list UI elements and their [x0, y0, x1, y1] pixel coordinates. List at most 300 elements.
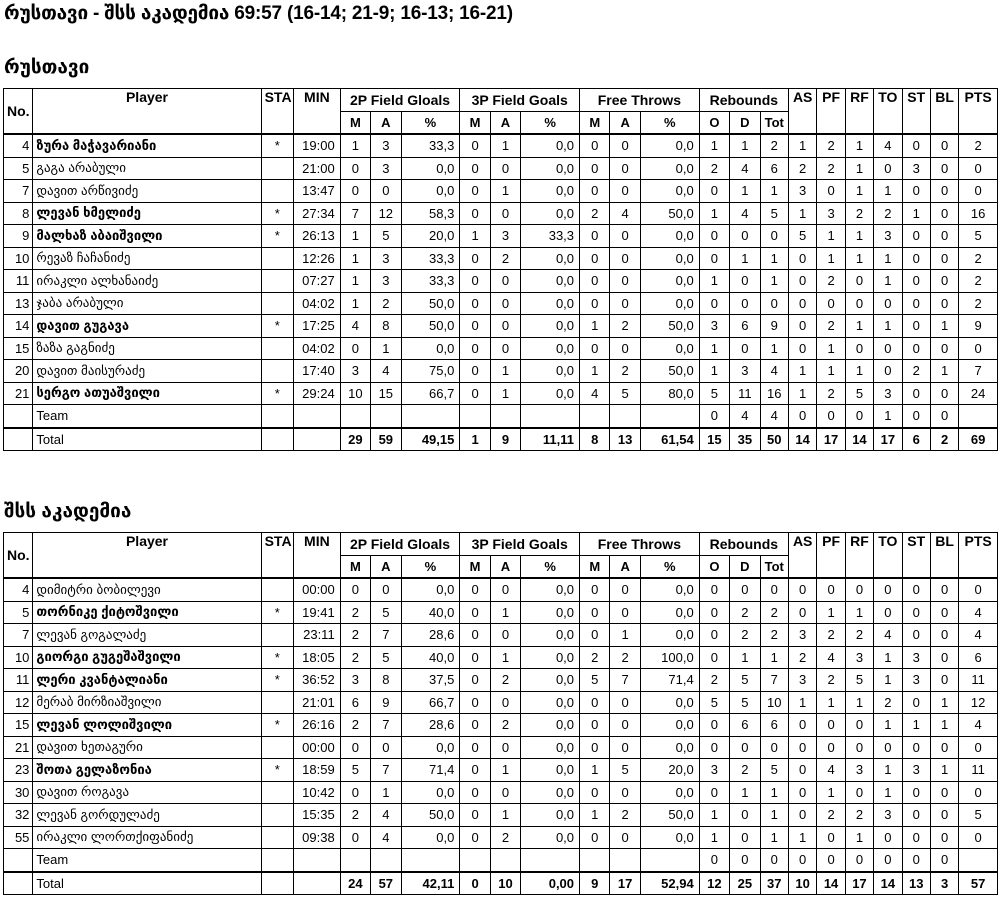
steals: 0: [902, 826, 930, 849]
points: 7: [959, 360, 998, 383]
personal-fouls: 1: [817, 781, 845, 804]
subheader-a: A: [371, 555, 401, 578]
reb-total: 5: [760, 202, 788, 225]
reb-def: 3: [730, 360, 760, 383]
total-ft-made: 9: [580, 872, 610, 895]
empty-cell: [959, 405, 998, 428]
total-2p-att: 57: [371, 872, 401, 895]
player-number: 15: [4, 714, 33, 737]
3p-pct: 0,0: [521, 134, 580, 157]
personal-fouls: 2: [817, 315, 845, 338]
header-rf: RF: [845, 533, 873, 579]
points: 0: [959, 337, 998, 360]
turnovers: 1: [874, 270, 902, 293]
empty-cell: [640, 405, 699, 428]
player-name: შოთა გელაზონია: [33, 759, 261, 782]
3p-made: 0: [460, 270, 490, 293]
ft-pct: 0,0: [640, 736, 699, 759]
assists: 5: [788, 225, 816, 248]
points: 2: [959, 292, 998, 315]
3p-made: 0: [460, 624, 490, 647]
steals: 0: [902, 736, 930, 759]
reb-def: 4: [730, 202, 760, 225]
3p-pct: 0,0: [521, 270, 580, 293]
fouls-received: 1: [845, 225, 873, 248]
table-row: [4, 646, 998, 669]
player-name: ლევან ლოლიშვილი: [33, 714, 261, 737]
starter-mark: [261, 804, 293, 827]
empty-cell: [401, 849, 460, 872]
2p-att: 5: [371, 225, 401, 248]
ft-pct: 0,0: [640, 157, 699, 180]
reb-off: 1: [699, 826, 729, 849]
fouls-received: 0: [845, 714, 873, 737]
team-d: 4: [730, 405, 760, 428]
table-row: [4, 714, 998, 737]
header-pf: PF: [817, 533, 845, 579]
turnovers: 3: [874, 804, 902, 827]
player-name: მერაბ მირზიაშვილი: [33, 691, 261, 714]
subheader-o: O: [699, 555, 729, 578]
points: 2: [959, 270, 998, 293]
subheader-m: M: [580, 555, 610, 578]
reb-def: 2: [730, 759, 760, 782]
total-reb-def: 25: [730, 872, 760, 895]
ft-pct: 50,0: [640, 804, 699, 827]
3p-made: 0: [460, 382, 490, 405]
personal-fouls: 2: [817, 669, 845, 692]
2p-att: 9: [371, 691, 401, 714]
header-rebounds: Rebounds: [699, 533, 788, 556]
reb-def: 0: [730, 804, 760, 827]
empty-cell: [294, 849, 341, 872]
points: 0: [959, 157, 998, 180]
steals: 0: [902, 180, 930, 203]
reb-off: 3: [699, 759, 729, 782]
total-reb-off: 15: [699, 428, 729, 451]
player-number: 11: [4, 669, 33, 692]
header-no: No.: [4, 89, 33, 135]
team-label: Team: [33, 849, 261, 872]
reb-total: 1: [760, 337, 788, 360]
steals: 3: [902, 157, 930, 180]
personal-fouls: 3: [817, 202, 845, 225]
team-pf: 0: [817, 849, 845, 872]
assists: 1: [788, 202, 816, 225]
reb-total: 2: [760, 134, 788, 157]
2p-made: 6: [340, 691, 370, 714]
ft-att: 4: [610, 202, 640, 225]
reb-total: 5: [760, 759, 788, 782]
blocks: 0: [930, 270, 958, 293]
reb-off: 0: [699, 247, 729, 270]
starter-mark: *: [261, 225, 293, 248]
team-st: 0: [902, 405, 930, 428]
2p-pct: 0,0: [401, 578, 460, 601]
ft-att: 0: [610, 247, 640, 270]
empty-cell: [371, 849, 401, 872]
team-name-away: შსს აკადემია: [4, 501, 132, 522]
ft-made: 1: [580, 804, 610, 827]
ft-pct: 0,0: [640, 578, 699, 601]
3p-made: 0: [460, 180, 490, 203]
reb-def: 1: [730, 180, 760, 203]
player-number: 55: [4, 826, 33, 849]
reb-off: 5: [699, 382, 729, 405]
assists: 1: [788, 134, 816, 157]
reb-total: 9: [760, 315, 788, 338]
total-ft-att: 17: [610, 872, 640, 895]
reb-total: 7: [760, 669, 788, 692]
ft-att: 0: [610, 826, 640, 849]
player-number: 8: [4, 202, 33, 225]
ft-made: 0: [580, 157, 610, 180]
empty-cell: [640, 849, 699, 872]
2p-made: 4: [340, 315, 370, 338]
fouls-received: 0: [845, 270, 873, 293]
2p-att: 3: [371, 270, 401, 293]
subheader-pct: %: [521, 111, 580, 134]
2p-pct: 0,0: [401, 337, 460, 360]
total-reb-def: 35: [730, 428, 760, 451]
blocks: 1: [930, 360, 958, 383]
player-number: 9: [4, 225, 33, 248]
ft-att: 5: [610, 382, 640, 405]
reb-off: 0: [699, 714, 729, 737]
ft-att: 0: [610, 578, 640, 601]
personal-fouls: 2: [817, 382, 845, 405]
player-number: 4: [4, 578, 33, 601]
empty-cell: [460, 849, 490, 872]
2p-made: 2: [340, 601, 370, 624]
2p-pct: 40,0: [401, 601, 460, 624]
starter-mark: [261, 292, 293, 315]
fouls-received: 1: [845, 360, 873, 383]
ft-pct: 20,0: [640, 759, 699, 782]
fouls-received: 1: [845, 691, 873, 714]
assists: 0: [788, 292, 816, 315]
blocks: 0: [930, 202, 958, 225]
3p-made: 0: [460, 202, 490, 225]
empty-cell: [4, 872, 33, 895]
2p-made: 7: [340, 202, 370, 225]
reb-def: 11: [730, 382, 760, 405]
turnovers: 0: [874, 578, 902, 601]
steals: 0: [902, 225, 930, 248]
empty-cell: [4, 405, 33, 428]
total-fouls-received: 14: [845, 428, 873, 451]
ft-made: 1: [580, 315, 610, 338]
2p-made: 0: [340, 736, 370, 759]
subheader-a: A: [610, 555, 640, 578]
header-3p-field-goals: 3P Field Goals: [460, 89, 580, 112]
ft-made: 0: [580, 270, 610, 293]
turnovers: 0: [874, 157, 902, 180]
ft-att: 0: [610, 180, 640, 203]
empty-cell: [580, 849, 610, 872]
reb-total: 1: [760, 826, 788, 849]
3p-att: 1: [490, 804, 520, 827]
reb-off: 0: [699, 781, 729, 804]
total-label: Total: [33, 428, 261, 451]
points: 6: [959, 646, 998, 669]
2p-att: 7: [371, 759, 401, 782]
total-2p-pct: 42,11: [401, 872, 460, 895]
header-free-throws: Free Throws: [580, 533, 700, 556]
3p-made: 0: [460, 669, 490, 692]
ft-pct: 0,0: [640, 134, 699, 157]
minutes: 18:59: [294, 759, 341, 782]
player-number: 12: [4, 691, 33, 714]
ft-att: 7: [610, 669, 640, 692]
steals: 3: [902, 759, 930, 782]
total-ft-att: 13: [610, 428, 640, 451]
table-row: [4, 134, 998, 157]
ft-made: 0: [580, 691, 610, 714]
player-number: 5: [4, 157, 33, 180]
personal-fouls: 0: [817, 826, 845, 849]
player-name: თორნიკე ქიტოშვილი: [33, 601, 261, 624]
2p-pct: 50,0: [401, 292, 460, 315]
header-as: AS: [788, 89, 816, 135]
table-row: [4, 601, 998, 624]
personal-fouls: 1: [817, 247, 845, 270]
2p-att: 7: [371, 714, 401, 737]
reb-def: 6: [730, 714, 760, 737]
assists: 0: [788, 315, 816, 338]
turnovers: 1: [874, 759, 902, 782]
personal-fouls: 1: [817, 337, 845, 360]
ft-pct: 0,0: [640, 691, 699, 714]
player-number: 21: [4, 736, 33, 759]
empty-cell: [610, 849, 640, 872]
personal-fouls: 4: [817, 759, 845, 782]
minutes: 09:38: [294, 826, 341, 849]
2p-att: 5: [371, 646, 401, 669]
starter-mark: *: [261, 382, 293, 405]
minutes: 26:13: [294, 225, 341, 248]
turnovers: 1: [874, 247, 902, 270]
subheader-tot: Tot: [760, 555, 788, 578]
team-as: 0: [788, 405, 816, 428]
ft-att: 0: [610, 225, 640, 248]
header-pts: PTS: [959, 89, 998, 135]
assists: 0: [788, 781, 816, 804]
empty-cell: [261, 872, 293, 895]
assists: 0: [788, 804, 816, 827]
reb-def: 1: [730, 134, 760, 157]
reb-off: 0: [699, 646, 729, 669]
subheader-tot: Tot: [760, 111, 788, 134]
steals: 1: [902, 202, 930, 225]
player-number: 21: [4, 382, 33, 405]
minutes: 21:00: [294, 157, 341, 180]
fouls-received: 0: [845, 337, 873, 360]
team-bl: 0: [930, 405, 958, 428]
reb-total: 0: [760, 225, 788, 248]
personal-fouls: 0: [817, 578, 845, 601]
header-bl: BL: [930, 89, 958, 135]
ft-made: 2: [580, 202, 610, 225]
turnovers: 1: [874, 315, 902, 338]
header-sta: STA: [261, 533, 293, 579]
2p-pct: 66,7: [401, 382, 460, 405]
3p-made: 0: [460, 804, 490, 827]
assists: 0: [788, 759, 816, 782]
empty-cell: [521, 405, 580, 428]
total-turnovers: 14: [874, 872, 902, 895]
2p-pct: 0,0: [401, 826, 460, 849]
ft-att: 0: [610, 714, 640, 737]
3p-made: 0: [460, 714, 490, 737]
blocks: 0: [930, 247, 958, 270]
player-number: 13: [4, 292, 33, 315]
points: 4: [959, 714, 998, 737]
fouls-received: 1: [845, 601, 873, 624]
reb-total: 6: [760, 157, 788, 180]
3p-pct: 0,0: [521, 202, 580, 225]
starter-mark: *: [261, 601, 293, 624]
personal-fouls: 2: [817, 134, 845, 157]
table-row: [4, 157, 998, 180]
subheader-m: M: [460, 555, 490, 578]
steals: 0: [902, 382, 930, 405]
points: 2: [959, 134, 998, 157]
reb-def: 2: [730, 601, 760, 624]
2p-pct: 40,0: [401, 646, 460, 669]
blocks: 0: [930, 578, 958, 601]
3p-pct: 33,3: [521, 225, 580, 248]
total-assists: 14: [788, 428, 816, 451]
personal-fouls: 1: [817, 691, 845, 714]
empty-cell: [959, 849, 998, 872]
assists: 2: [788, 646, 816, 669]
total-2p-pct: 49,15: [401, 428, 460, 451]
ft-made: 4: [580, 382, 610, 405]
total-ft-pct: 61,54: [640, 428, 699, 451]
ft-pct: 0,0: [640, 601, 699, 624]
starter-mark: *: [261, 202, 293, 225]
player-name: ლევან ხმელიძე: [33, 202, 261, 225]
table-row: [4, 315, 998, 338]
3p-pct: 0,0: [521, 180, 580, 203]
table-row: [4, 337, 998, 360]
assists: 1: [788, 382, 816, 405]
starter-mark: *: [261, 759, 293, 782]
3p-att: 1: [490, 601, 520, 624]
ft-att: 0: [610, 736, 640, 759]
total-steals: 6: [902, 428, 930, 451]
points: 4: [959, 624, 998, 647]
points: 2: [959, 247, 998, 270]
fouls-received: 0: [845, 292, 873, 315]
blocks: 0: [930, 624, 958, 647]
team-to: 1: [874, 405, 902, 428]
blocks: 1: [930, 714, 958, 737]
minutes: 17:25: [294, 315, 341, 338]
3p-pct: 0,0: [521, 759, 580, 782]
2p-made: 0: [340, 180, 370, 203]
steals: 0: [902, 624, 930, 647]
blocks: 0: [930, 337, 958, 360]
header-to: TO: [874, 533, 902, 579]
2p-made: 10: [340, 382, 370, 405]
assists: 0: [788, 247, 816, 270]
team-row: [4, 849, 998, 872]
empty-cell: [294, 872, 341, 895]
ft-made: 0: [580, 601, 610, 624]
3p-pct: 0,0: [521, 669, 580, 692]
2p-att: 3: [371, 134, 401, 157]
reb-def: 6: [730, 315, 760, 338]
player-number: 10: [4, 646, 33, 669]
header-min: MIN: [294, 533, 341, 579]
total-2p-made: 24: [340, 872, 370, 895]
reb-total: 10: [760, 691, 788, 714]
2p-pct: 33,3: [401, 270, 460, 293]
total-3p-made: 1: [460, 428, 490, 451]
reb-total: 0: [760, 736, 788, 759]
blocks: 1: [930, 315, 958, 338]
minutes: 07:27: [294, 270, 341, 293]
ft-made: 5: [580, 669, 610, 692]
reb-off: 1: [699, 804, 729, 827]
points: 0: [959, 781, 998, 804]
player-name: ზაზა გაგნიძე: [33, 337, 261, 360]
points: 0: [959, 578, 998, 601]
empty-cell: [610, 405, 640, 428]
minutes: 19:00: [294, 134, 341, 157]
ft-att: 0: [610, 270, 640, 293]
player-name: ლევან გოგალაძე: [33, 624, 261, 647]
starter-mark: [261, 337, 293, 360]
header-to: TO: [874, 89, 902, 135]
empty-cell: [294, 428, 341, 451]
2p-made: 0: [340, 157, 370, 180]
player-name: დავით მაისურაძე: [33, 360, 261, 383]
2p-made: 2: [340, 646, 370, 669]
table-row: [4, 180, 998, 203]
2p-made: 1: [340, 247, 370, 270]
assists: 1: [788, 360, 816, 383]
reb-total: 6: [760, 714, 788, 737]
blocks: 0: [930, 826, 958, 849]
2p-made: 3: [340, 360, 370, 383]
3p-pct: 0,0: [521, 292, 580, 315]
2p-att: 4: [371, 360, 401, 383]
team-bl: 0: [930, 849, 958, 872]
header-rf: RF: [845, 89, 873, 135]
turnovers: 0: [874, 736, 902, 759]
3p-att: 0: [490, 270, 520, 293]
2p-att: 12: [371, 202, 401, 225]
reb-def: 1: [730, 247, 760, 270]
turnovers: 2: [874, 202, 902, 225]
subheader-pct: %: [640, 111, 699, 134]
3p-att: 3: [490, 225, 520, 248]
header-min: MIN: [294, 89, 341, 135]
starter-mark: [261, 624, 293, 647]
ft-made: 0: [580, 292, 610, 315]
turnovers: 0: [874, 826, 902, 849]
ft-att: 2: [610, 315, 640, 338]
fouls-received: 1: [845, 247, 873, 270]
subheader-a: A: [490, 555, 520, 578]
2p-made: 2: [340, 804, 370, 827]
total-3p-pct: 11,11: [521, 428, 580, 451]
3p-made: 1: [460, 225, 490, 248]
ft-att: 1: [610, 624, 640, 647]
